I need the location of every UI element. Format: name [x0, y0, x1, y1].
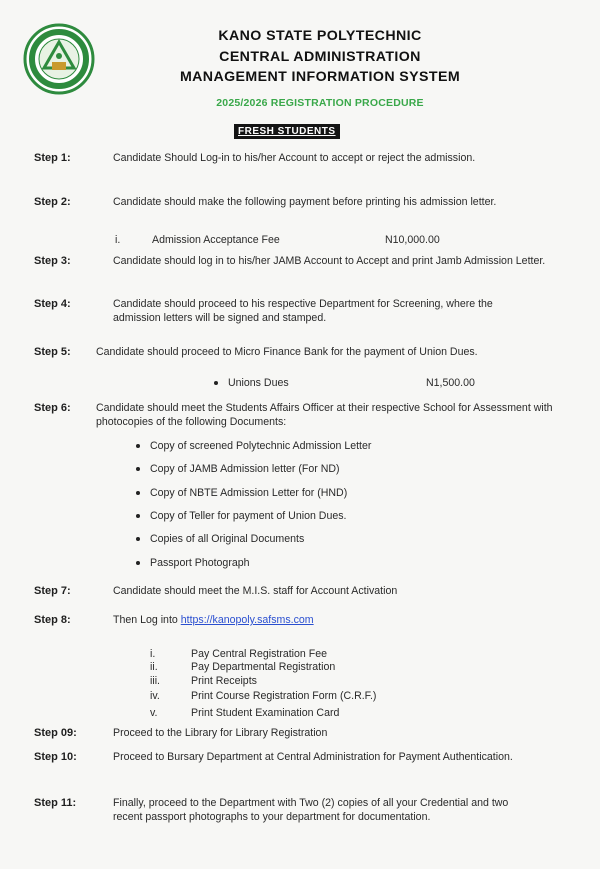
bullet-icon	[136, 444, 140, 448]
list-item: Copy of Teller for payment of Union Dues.	[136, 510, 346, 522]
item-number: i.	[150, 648, 156, 660]
item-number: v.	[150, 707, 158, 719]
title-line-3: MANAGEMENT INFORMATION SYSTEM	[179, 69, 461, 85]
item-text: Pay Departmental Registration	[191, 661, 336, 673]
step-text: Candidate should meet the Students Affairs Officer at their respective School for Assessment with photocopies of the following Documents:	[96, 402, 553, 428]
step-label: Step 3:	[34, 255, 71, 267]
step-text: Finally, proceed to the Department with Two (2) copies of all your Credential and two recent passport photographs to your department for documentation.	[113, 797, 509, 823]
step-text: Proceed to the Library for Library Registration	[113, 727, 328, 739]
step-label: Step 8:	[34, 614, 71, 626]
item-number: ii.	[150, 661, 158, 673]
step-label: Step 7:	[34, 585, 71, 597]
portal-link[interactable]: https://kanopoly.safsms.com	[180, 614, 314, 626]
fee-number: i.	[115, 234, 121, 246]
fee-amount: N10,000.00	[385, 234, 440, 246]
step-text: Candidate should log in to his/her JAMB Account to Accept and print Jamb Admission Letter.	[113, 255, 546, 267]
polytechnic-logo	[22, 22, 96, 96]
step-label: Step 6:	[34, 402, 71, 414]
bullet-icon	[136, 514, 140, 518]
step-label: Step 5:	[34, 346, 71, 358]
list-item: Copies of all Original Documents	[136, 533, 304, 545]
step-text	[113, 614, 553, 628]
item-number: iv.	[150, 690, 160, 702]
due-amount: N1,500.00	[426, 377, 475, 389]
item-text: Print Receipts	[191, 675, 257, 687]
list-item: Copy of JAMB Admission letter (For ND)	[136, 463, 340, 475]
step-label: Step 09:	[34, 727, 77, 739]
list-item: Copy of screened Polytechnic Admission Letter	[136, 440, 371, 452]
step-text: Candidate should meet the M.I.S. staff for Account Activation	[113, 585, 398, 597]
list-item: Copy of NBTE Admission Letter for (HND)	[136, 487, 347, 499]
step-text: Candidate should proceed to Micro Finance Bank for the payment of Union Dues.	[96, 346, 478, 358]
step-label: Step 2:	[34, 196, 71, 208]
bullet-icon	[136, 491, 140, 495]
step-label: Step 10:	[34, 751, 77, 763]
item-text: Print Student Examination Card	[191, 707, 340, 719]
step-text: Candidate should make the following payment before printing his admission letter.	[113, 196, 497, 208]
bullet-icon	[136, 467, 140, 471]
bullet-icon	[136, 561, 140, 565]
title-line-2: CENTRAL ADMINISTRATION	[219, 48, 421, 65]
list-item	[214, 377, 289, 389]
item-text: Print Course Registration Form (C.R.F.)	[191, 690, 377, 702]
step-label: Step 1:	[34, 152, 71, 164]
item-text: Pay Central Registration Fee	[191, 648, 328, 660]
institution-header	[100, 26, 540, 88]
step-text: Proceed to Bursary Department at Central Administration for Payment Authentication.	[113, 751, 513, 763]
login-prompt: Then Log into	[113, 614, 178, 626]
step-text: Candidate should proceed to his respective Department for Screening, where the admission letters will be signed and stamped.	[113, 298, 493, 324]
step-label: Step 11:	[34, 797, 77, 809]
fresh-students-banner: FRESH STUDENTS	[234, 124, 340, 139]
procedure-subtitle: 2025/2026 REGISTRATION PROCEDURE	[216, 97, 424, 109]
bullet-icon	[214, 381, 218, 385]
due-name: Unions Dues	[228, 377, 289, 389]
bullet-icon	[136, 537, 140, 541]
item-number: iii.	[150, 675, 161, 687]
list-item: Passport Photograph	[136, 557, 250, 569]
title-line-1: KANO STATE POLYTECHNIC	[218, 28, 422, 44]
step-text: Candidate Should Log-in to his/her Account to accept or reject the admission.	[113, 152, 476, 164]
step-label: Step 4:	[34, 298, 71, 310]
fee-name: Admission Acceptance Fee	[152, 234, 280, 246]
